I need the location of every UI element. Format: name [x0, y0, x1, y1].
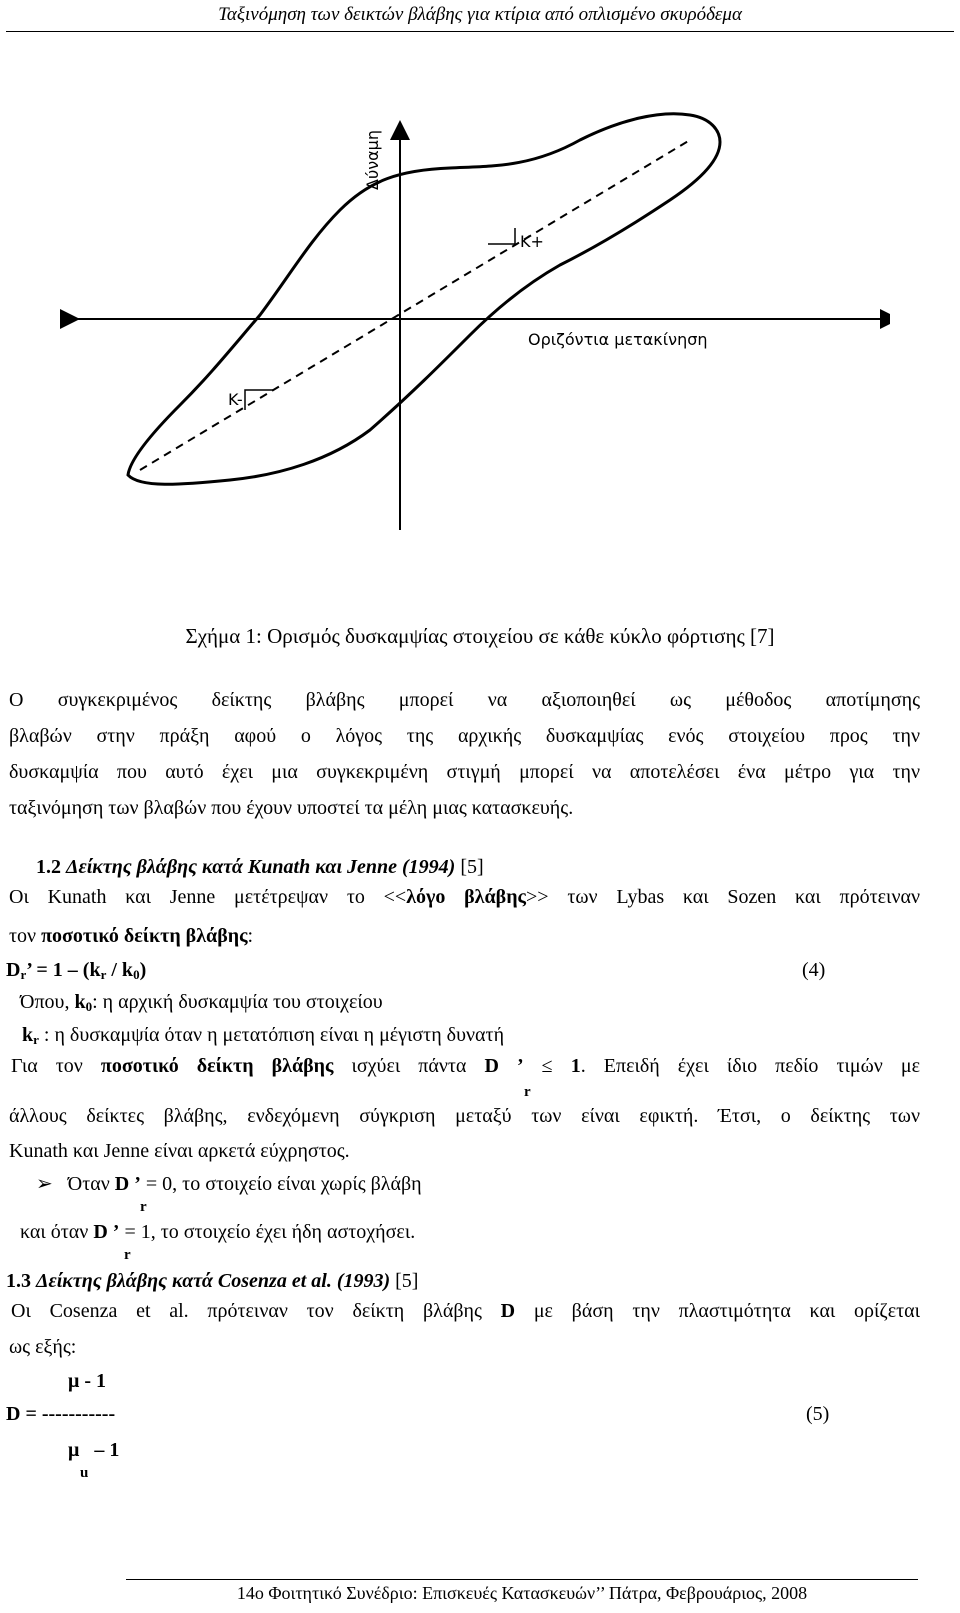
symbol: k	[22, 1024, 34, 1046]
section-1-3-heading	[6, 1267, 418, 1295]
equation-number-5: (5)	[806, 1403, 830, 1425]
k-minus-label: K-	[228, 390, 243, 409]
hysteresis-figure	[60, 60, 890, 560]
formula-symbol: D	[6, 959, 21, 981]
symbol: D ’	[93, 1221, 120, 1243]
formula-subscript: r	[100, 967, 107, 982]
bullet-item	[36, 1170, 422, 1198]
text-span: Όταν	[67, 1173, 115, 1195]
formula-text: ’ = 1 – (k	[26, 959, 101, 981]
text-span: Για τον	[11, 1055, 101, 1077]
bold-term: λόγο βλάβης	[406, 886, 526, 908]
y-axis-label: Δύναμη	[363, 129, 382, 190]
text-span: . Επειδή έχει ίδιο πεδίο τιμών με	[580, 1055, 920, 1077]
para1-line-4: ταξινόμηση των βλαβών που έχουν υποστεί τα μέλη μιας κατασκευής.	[9, 797, 574, 819]
text-span: Οι Kunath και Jenne μετέτρεψαν το <<	[9, 886, 407, 908]
figure-caption: Σχήμα 1: Ορισμός δυσκαμψίας στοιχείου σε κάθε κύκλο φόρτισης [7]	[185, 624, 775, 648]
stiffness-line	[140, 140, 690, 470]
symbol: μ	[68, 1439, 80, 1461]
kr-definition	[22, 1021, 504, 1054]
hysteresis-loop	[128, 114, 720, 485]
text-span: με βάση την πλαστιμότητα και ορίζεται	[515, 1300, 920, 1322]
s13-line-1	[11, 1300, 920, 1323]
formula-subscript: 0	[133, 967, 140, 982]
s12-intro-line-2	[9, 922, 253, 950]
text-span: Όπου,	[20, 991, 75, 1013]
x-axis-label: Οριζόντια μετακίνηση	[528, 330, 708, 349]
k-plus-label: K+	[520, 232, 544, 251]
s12-line-3: Kunath και Jenne είναι αρκετά εύχρηστος.	[9, 1140, 350, 1162]
s13-line-2: ως εξής:	[9, 1336, 77, 1358]
where-line	[20, 988, 383, 1021]
text-span: >> των Lybas και Sozen και πρότειναν	[526, 886, 921, 908]
text-span: :	[247, 925, 254, 947]
symbol: D	[500, 1300, 516, 1322]
heading-number: 1.3	[6, 1270, 31, 1292]
text-span: – 1	[94, 1439, 120, 1461]
equation-number-4: (4)	[802, 959, 826, 981]
text-span: : η δυσκαμψία όταν η μετατόπιση είναι η μέγιστη δυνατή	[38, 1024, 505, 1046]
footer-rule	[126, 1579, 918, 1580]
text-span: και όταν	[20, 1221, 94, 1243]
text-span: : η αρχική δυσκαμψία του στοιχείου	[92, 991, 383, 1013]
para1-line-2: βλαβών στην πράξη αφού ο λόγος της αρχικής δυσκαμψίας ενός στοιχείου προς την	[9, 725, 920, 747]
k-plus-triangle	[488, 228, 515, 244]
bold-term: ποσοτικό δείκτη βλάβης	[100, 1055, 334, 1077]
text-span: = 0, το στοιχείο είναι χωρίς βλάβη	[140, 1173, 422, 1195]
symbol: D ’	[484, 1055, 524, 1077]
symbol: 1	[570, 1055, 581, 1077]
heading-reference: [5]	[395, 1270, 419, 1292]
bullet-arrow-icon: ➢	[36, 1173, 53, 1195]
and-line	[20, 1218, 415, 1246]
formula-4	[6, 956, 146, 989]
page-footer: 14ο Φοιτητικό Συνέδριο: Επισκευές Κατασκευών’’ Πάτρα, Φεβρουάριος, 2008	[236, 1583, 808, 1603]
heading-text: Δείκτης βλάβης κατά Cosenza et al. (1993)	[36, 1270, 391, 1292]
subscript-r: r	[524, 1084, 531, 1100]
symbol: k	[74, 991, 86, 1013]
subscript: 0	[85, 999, 93, 1014]
heading-number: 1.2	[36, 856, 61, 878]
subscript-r: r	[124, 1247, 131, 1263]
s12-intro-line-1	[9, 886, 920, 909]
para1-line-3: δυσκαμψία που αυτό έχει μια συγκεκριμένη στιγμή μπορεί να αποτελέσει ένα μέτρο για την	[9, 761, 920, 783]
s12-for-line	[11, 1055, 920, 1078]
bold-term: ποσοτικό δείκτη βλάβης	[41, 925, 248, 947]
formula-text: / k	[106, 959, 134, 981]
k-minus-triangle	[245, 390, 273, 410]
text-span: τον	[9, 925, 42, 947]
header-rule	[6, 31, 954, 32]
s12-line-2: άλλους δείκτες βλάβης, ενδεχόμενη σύγκριση μεταξύ των είναι εφικτή. Έτσι, ο δείκτης των	[9, 1105, 920, 1127]
text-span: = 1, το στοιχείο έχει ήδη αστοχήσει.	[119, 1221, 416, 1243]
heading-reference: [5]	[460, 856, 484, 878]
text-span: Οι Cosenza et al. πρότειναν τον δείκτη βλάβης	[11, 1300, 501, 1322]
formula-5-numerator: μ - 1	[68, 1370, 106, 1392]
formula-text: )	[139, 959, 147, 981]
para1-line-1: Ο συγκεκριμένος δείκτης βλάβης μπορεί να αξιοποιηθεί ως μέθοδος αποτίμησης	[9, 689, 920, 711]
running-header: Ταξινόμηση των δεικτών βλάβης για κτίρια από οπλισμένο σκυρόδεμα	[218, 4, 742, 25]
symbol: D ’	[114, 1173, 141, 1195]
formula-5-lhs: D = -----------	[6, 1403, 116, 1425]
subscript-r: r	[140, 1199, 147, 1215]
subscript: r	[33, 1032, 39, 1047]
text-span: ισχύει πάντα	[333, 1055, 485, 1077]
section-1-2-heading	[36, 853, 484, 881]
symbol: ≤	[523, 1055, 571, 1077]
formula-5-denominator	[68, 1436, 119, 1464]
heading-text: Δείκτης βλάβης κατά Kunath και Jenne (1994)	[66, 856, 456, 878]
subscript-u: u	[80, 1465, 89, 1481]
formula-subscript: r	[20, 967, 27, 982]
